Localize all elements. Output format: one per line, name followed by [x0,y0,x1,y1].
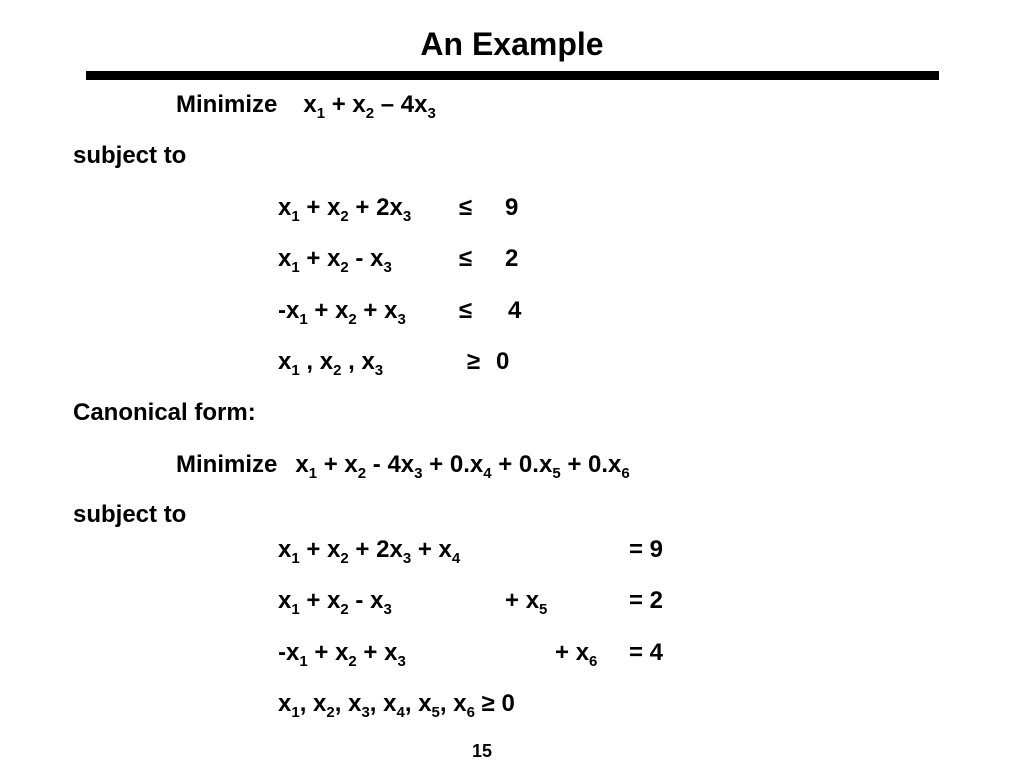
constraint-operator: ≤ [459,194,473,221]
constraint-lhs: $-x_1 + x_2 + x_3$ [278,639,406,670]
constraint-lhs: $x_1 + x_2 + 2x_3 + x_4$ [278,536,461,567]
constraint-lhs: $x_1 + x_2 + 2x_3$ [278,194,412,225]
constraint-lhs: $x_1 + x_2 - x_3$ [278,245,392,276]
constraint-operator: ≤ [459,245,473,272]
objective-label: Minimize [176,91,278,118]
slide-title: An Example [420,26,604,62]
objective-expression: $x_1 + x_2 - 4x_3$ [303,91,436,122]
constraint-lhs: $x_1 + x_2 - x_3$ [278,587,392,618]
constraint-operator: ≤ [459,297,473,324]
canonical-objective-line [176,450,630,480]
objective-label: Minimize [176,451,278,478]
constraint-rhs: 4 [508,297,522,324]
constraint-rhs: 9 [505,194,519,221]
constraint-rhs: 2 [505,245,519,272]
title-divider [86,71,939,80]
canonical-form-heading: Canonical form: [73,399,256,426]
constraint-rhs: = 4 [629,639,664,666]
nonnegativity-constraint: $x_1$, $x_2$, $x_3$, $x_4$, $x_5$, $x_6 \ge 0$ [278,690,515,721]
slack-variable: + $x_6$ [555,639,598,670]
constraint-lhs: $x_1$ , $x_2$ , $x_3$ [278,348,384,379]
constraint-operator: ≥ [467,348,481,375]
slack-variable: + $x_5$ [505,587,548,618]
subject-to-label: subject to [73,501,187,528]
objective-line [176,90,436,120]
page-number: 15 [472,741,493,761]
subject-to-label: subject to [73,142,187,169]
constraint-rhs: = 2 [629,587,664,614]
objective-expression: $x_1 + x_2 - 4x_3 + 0.x_4 + 0.x_5 + 0.x_6$ [295,451,630,482]
constraint-lhs: $-x_1 + x_2 + x_3$ [278,297,406,328]
constraint-rhs: 0 [496,348,510,375]
constraint-rhs: = 9 [629,536,664,563]
